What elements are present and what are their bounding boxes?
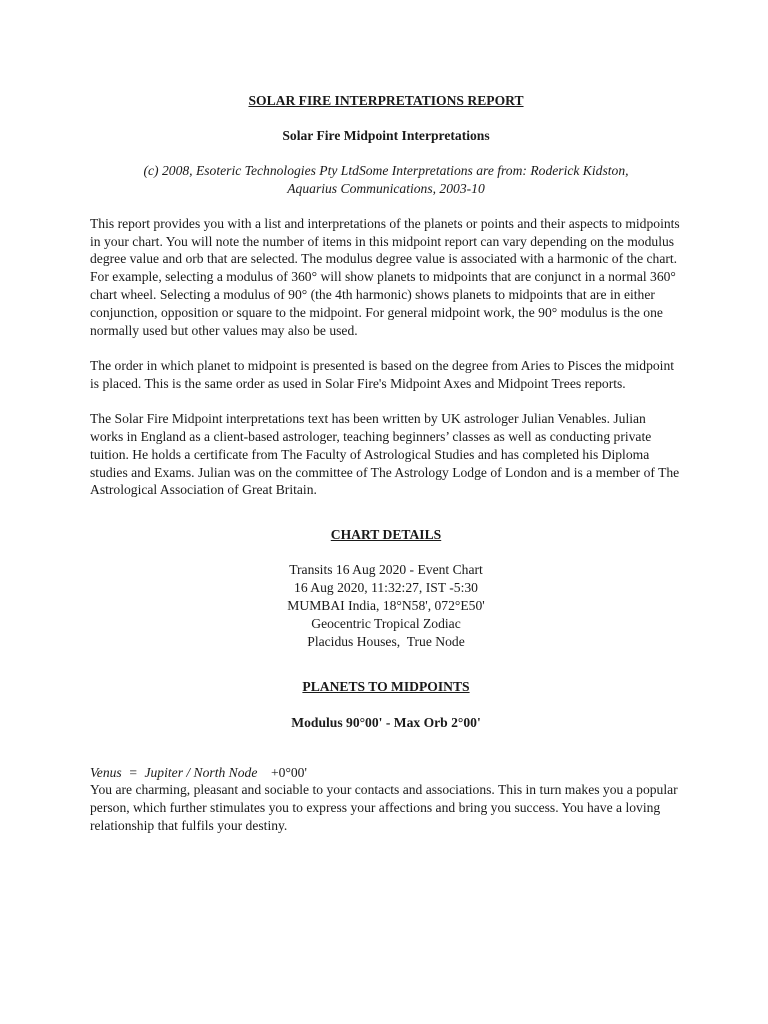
report-title: SOLAR FIRE INTERPRETATIONS REPORT xyxy=(248,93,524,108)
modulus-line: Modulus 90°00' - Max Orb 2°00' xyxy=(291,714,481,730)
chart-details-heading: CHART DETAILS xyxy=(330,527,442,543)
chart-details-block xyxy=(90,561,682,651)
chart-details-line: Placidus Houses, True Node xyxy=(307,633,465,649)
chart-details-line: Transits 16 Aug 2020 - Event Chart xyxy=(289,562,483,578)
chart-details-line: MUMBAI India, 18°N58', 072°E50' xyxy=(287,598,485,614)
report-subtitle: Solar Fire Midpoint Interpretations xyxy=(282,127,490,143)
copyright-line-2: Aquarius Communications, 2003-10 xyxy=(287,180,485,196)
midpoint-orb: +0°00' xyxy=(270,764,307,780)
chart-details-line: Geocentric Tropical Zodiac xyxy=(311,615,461,631)
copyright-line-1: (c) 2008, Esoteric Technologies Pty LtdSome Interpretations are from: Roderick Kidston, xyxy=(143,162,629,178)
chart-details-line: 16 Aug 2020, 11:32:27, IST -5:30 xyxy=(294,580,478,596)
intro-paragraph-2: The order in which planet to midpoint is presented is based on the degree from Aries to Pisces the midpoint is placed. This is the same order as used in Solar Fire's Midpoint Axes and Midpoint Trees reports. xyxy=(90,357,675,391)
midpoint-aspect: Venus = Jupiter / North Node xyxy=(90,764,258,780)
copyright-notice xyxy=(90,162,682,198)
midpoint-entry xyxy=(90,764,682,782)
intro-paragraph-3: The Solar Fire Midpoint interpretations text has been written by UK astrologer Julian Venables. Julian works in England as a client-based astrologer, teaching beginners’ classes as well as conducting private tuition. He holds a certificate from The Faculty of Astrological Studies and has completed his Diploma studies and Exams. Julian was on the committee of The Astrology Lodge of London and is a member of The Astrological Association of Great Britain. xyxy=(90,410,680,498)
planets-to-midpoints-heading: PLANETS TO MIDPOINTS xyxy=(302,678,470,694)
intro-paragraph-1: This report provides you with a list and interpretations of the planets or points and their aspects to midpoints in your chart. You will note the number of items in this midpoint report can vary depending on the modulus degree value and orb that are selected. The modulus degree value is associated with a harmonic of the chart. For example, selecting a modulus of 360° will show planets to midpoints that are conjunct in a normal 360° chart wheel. Selecting a modulus of 90° (the 4th harmonic) shows planets to midpoints that are in either conjunction, opposition or square to the midpoint. For general midpoint work, the 90° modulus is the one normally used but other values may also be used. xyxy=(90,215,680,339)
report-page xyxy=(90,92,682,835)
midpoint-interpretation: You are charming, pleasant and sociable to your contacts and associations. This in turn makes you a popular person, which further stimulates you to express your affections and bring you success. You have a loving relationship that fulfils your destiny. xyxy=(90,782,678,834)
